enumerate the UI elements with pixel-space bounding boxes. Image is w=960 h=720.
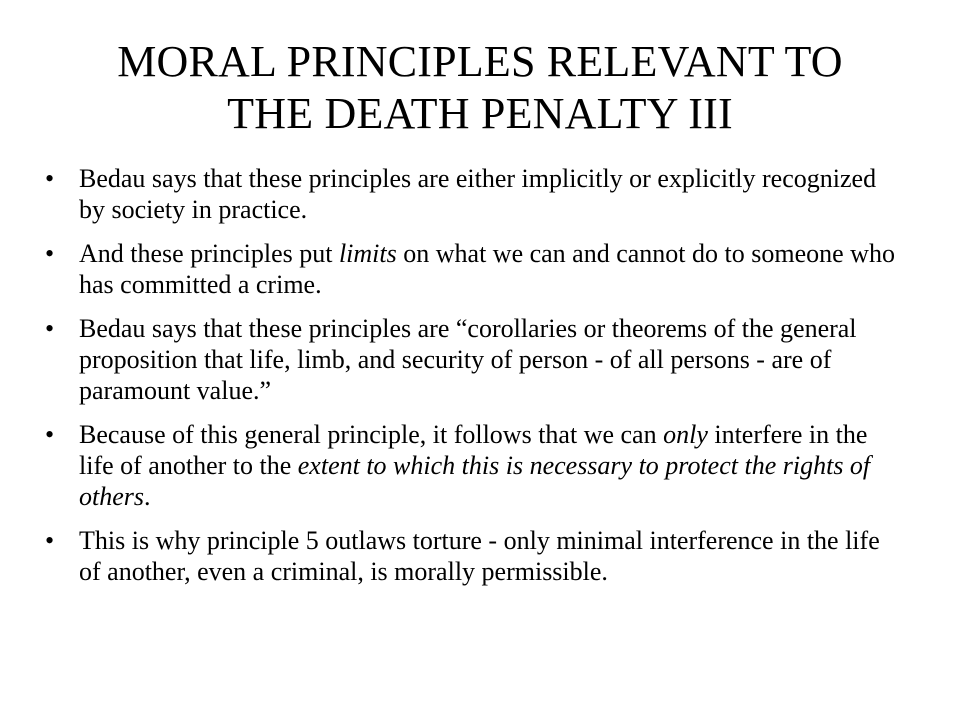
bullet-icon: • xyxy=(45,239,55,268)
bullet-text-2-part-2: on what we can and cannot do to someone who has committed a crime. xyxy=(79,239,895,299)
bullet-item-1 xyxy=(45,163,902,225)
bullet-text-3: Bedau says that these principles are “corollaries or theorems of the general proposition that life, limb, and security of person - of all persons - are of paramount value.” xyxy=(79,314,857,405)
bullet-item-4 xyxy=(45,419,902,512)
bullet-list xyxy=(45,163,902,600)
bullet-text-4-part-2: interfere in the life of another to the xyxy=(79,420,868,480)
bullet-text-5: This is why principle 5 outlaws torture - only minimal interference in the life of another, even a criminal, is morally permissible. xyxy=(79,526,880,586)
bullet-text-2-part-1: And these principles put xyxy=(79,239,339,268)
bullet-icon: • xyxy=(45,420,55,449)
bullet-item-5 xyxy=(45,525,902,587)
bullet-item-2 xyxy=(45,238,902,300)
title-line-1: MORAL PRINCIPLES RELEVANT TO xyxy=(117,37,843,86)
bullet-icon: • xyxy=(45,164,55,193)
bullet-text-1: Bedau says that these principles are either implicitly or explicitly recognized by society in practice. xyxy=(79,164,877,224)
bullet-text-4-emphasis-2: extent to which this is necessary to protect the rights of others xyxy=(79,451,871,511)
title-line-2: THE DEATH PENALTY III xyxy=(227,89,733,138)
bullet-text-4-part-1: Because of this general principle, it follows that we can xyxy=(79,420,664,449)
bullet-icon: • xyxy=(45,314,55,343)
bullet-text-4-part-3: . xyxy=(144,482,151,511)
slide-title xyxy=(60,36,900,140)
bullet-text-2-emphasis: limits xyxy=(338,239,397,268)
bullet-item-3 xyxy=(45,313,902,406)
bullet-icon: • xyxy=(45,526,55,555)
bullet-text-4-emphasis-1: only xyxy=(663,420,708,449)
